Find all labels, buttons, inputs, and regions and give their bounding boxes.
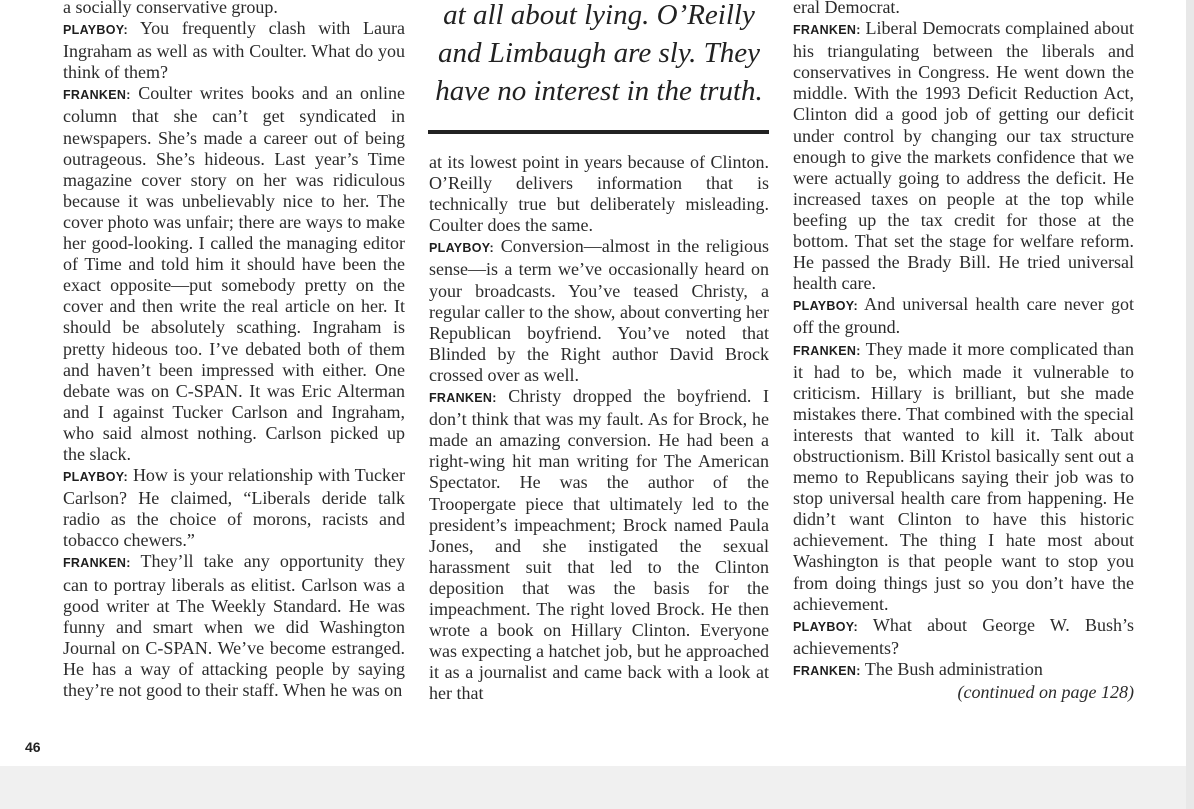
speaker-label: FRANKEN: [793,663,861,678]
body-text: The Bush administration [864,658,1043,679]
paragraph [793,615,1134,659]
body-text: What about George W. Bush’s achievements? [793,614,1134,658]
body-text: They’ll take any opportunity they can to portray liberals as elitist. Carlson was a good writer at The Weekly Standard. He was funny and smart when we did Washington Journal on C-SPAN. We’ve become estranged. He has a way of attacking people by saying they’re not good to their staff. When he was on [63,551,405,700]
speaker-label: PLAYBOY: [793,299,858,314]
body-text: Liberal Democrats complained about his triangulating between the liberals and conservatives in Congress. He went down the middle. With the 1993 Deficit Reduction Act, Clinton did a good job of getting our deficit under control by changing our tax structure enough to give the markets confidence that we were actually going to address the deficit. He increased taxes on people at the top while beefing up the tax credit for those at the bottom. That set the stage for welfare reform. He passed the Brady Bill. He tried universal health care. [793,18,1134,294]
speaker-label: FRANKEN: [793,343,861,358]
page-number: 46 [25,739,41,755]
body-text: How is your relationship with Tucker Carlson? He claimed, “Liberals deride talk radio as the choice of morons, racists and tobacco chewers.” [63,465,405,551]
speaker-label: FRANKEN: [793,23,861,38]
speaker-label: PLAYBOY: [63,23,128,38]
body-text: You frequently clash with Laura Ingraham as well as with Coulter. What do you think of them? [63,18,405,83]
page-bottom-margin [0,766,1194,809]
body-text: Coulter writes books and an online column that she can’t get syndicated in newspapers. She’s made a career out of being outrageous. She’s hideous. Last year’s Time magazine cover story on her was ridiculous because it was unbelievably nice to her. The cover photo was unfair; there are ways to make her good-looking. I called the managing editor of Time and told him it should have been the exact opposite—put somebody pretty on the cover and then write the real article on her. It should be absolutely scathing. Ingraham is pretty hideous too. I’ve debated both of them and haven’t been impressed with either. One debate was on C-SPAN. It was Eric Alterman and I against Tucker Carlson and Ingraham, who said almost nothing. Carlson picked up the slack. [63,83,405,464]
paragraph [429,386,769,704]
speaker-label: FRANKEN: [63,556,131,571]
paragraph [63,18,405,83]
paragraph [63,465,405,551]
speaker-label: PLAYBOY: [429,241,494,256]
paragraph [793,339,1134,615]
body-text: They made it more complicated than it had to be, which made it vulnerable to criticism. Hillary is brilliant, but she made mistakes there. That combined with the special interests that wanted to kill it. Talk about obstructionism. Bill Kristol basically sent out a memo to Republicans saying their job was to stop universal health care from happening. He didn’t want Clinton to have this historic achievement. The thing I hate most about Washington is that people want to stop you from doing things just so you don’t have the achievement. [793,338,1134,614]
column-3 [793,0,1134,703]
column-2 [429,152,769,704]
body-text: And universal health care never got off the ground. [793,294,1134,338]
paragraph [429,152,769,236]
column-1 [63,0,405,701]
paragraph [793,659,1134,682]
paragraph [63,0,405,18]
body-text: Christy dropped the boyfriend. I don’t think that was my fault. As for Brock, he made an amazing conversion. He had been a right-wing hit man writing for The American Spectator. He was the author of the Troopergate piece that ultimately led to the president’s impeachment; Brock named Paula Jones, and she instigated the sexual harassment suit that led to the Clinton deposition that was the basis for the impeachment. The right loved Brock. He then wrote a book on Hillary Clinton. Everyone was expecting a hatchet job, but he approached it as a journalist and came back with a look at her that [429,386,770,704]
speaker-label: PLAYBOY: [793,619,858,634]
paragraph [793,18,1134,294]
paragraph [429,236,769,386]
pull-quote: at all about lying. O’Reilly and Limbaugh are sly. They have no interest in the truth. [435,0,763,107]
body-text: eral Democrat. [793,0,900,17]
body-text: at its lowest point in years because of Clinton. O’Reilly delivers information that is technically true but deliberately misleading. Coulter does the same. [429,152,769,236]
speaker-label: FRANKEN: [63,88,131,103]
paragraph [793,0,1134,18]
paragraph [63,83,405,465]
body-text: a socially conservative group. [63,0,278,17]
page-edge [1186,0,1194,809]
speaker-label: PLAYBOY: [63,470,128,485]
continued-note: (continued on page 128) [957,682,1134,702]
pull-quote-rule [428,130,769,134]
paragraph [793,294,1134,338]
paragraph [63,551,405,701]
body-text: Conversion—almost in the religious sense—is a term we’ve occasionally heard on your broadcasts. You’ve teased Christy, a regular caller to the show, about converting her Republican boyfriend. You’ve noted that Blinded by the Right author David Brock crossed over as well. [429,236,769,385]
speaker-label: FRANKEN: [429,391,497,406]
